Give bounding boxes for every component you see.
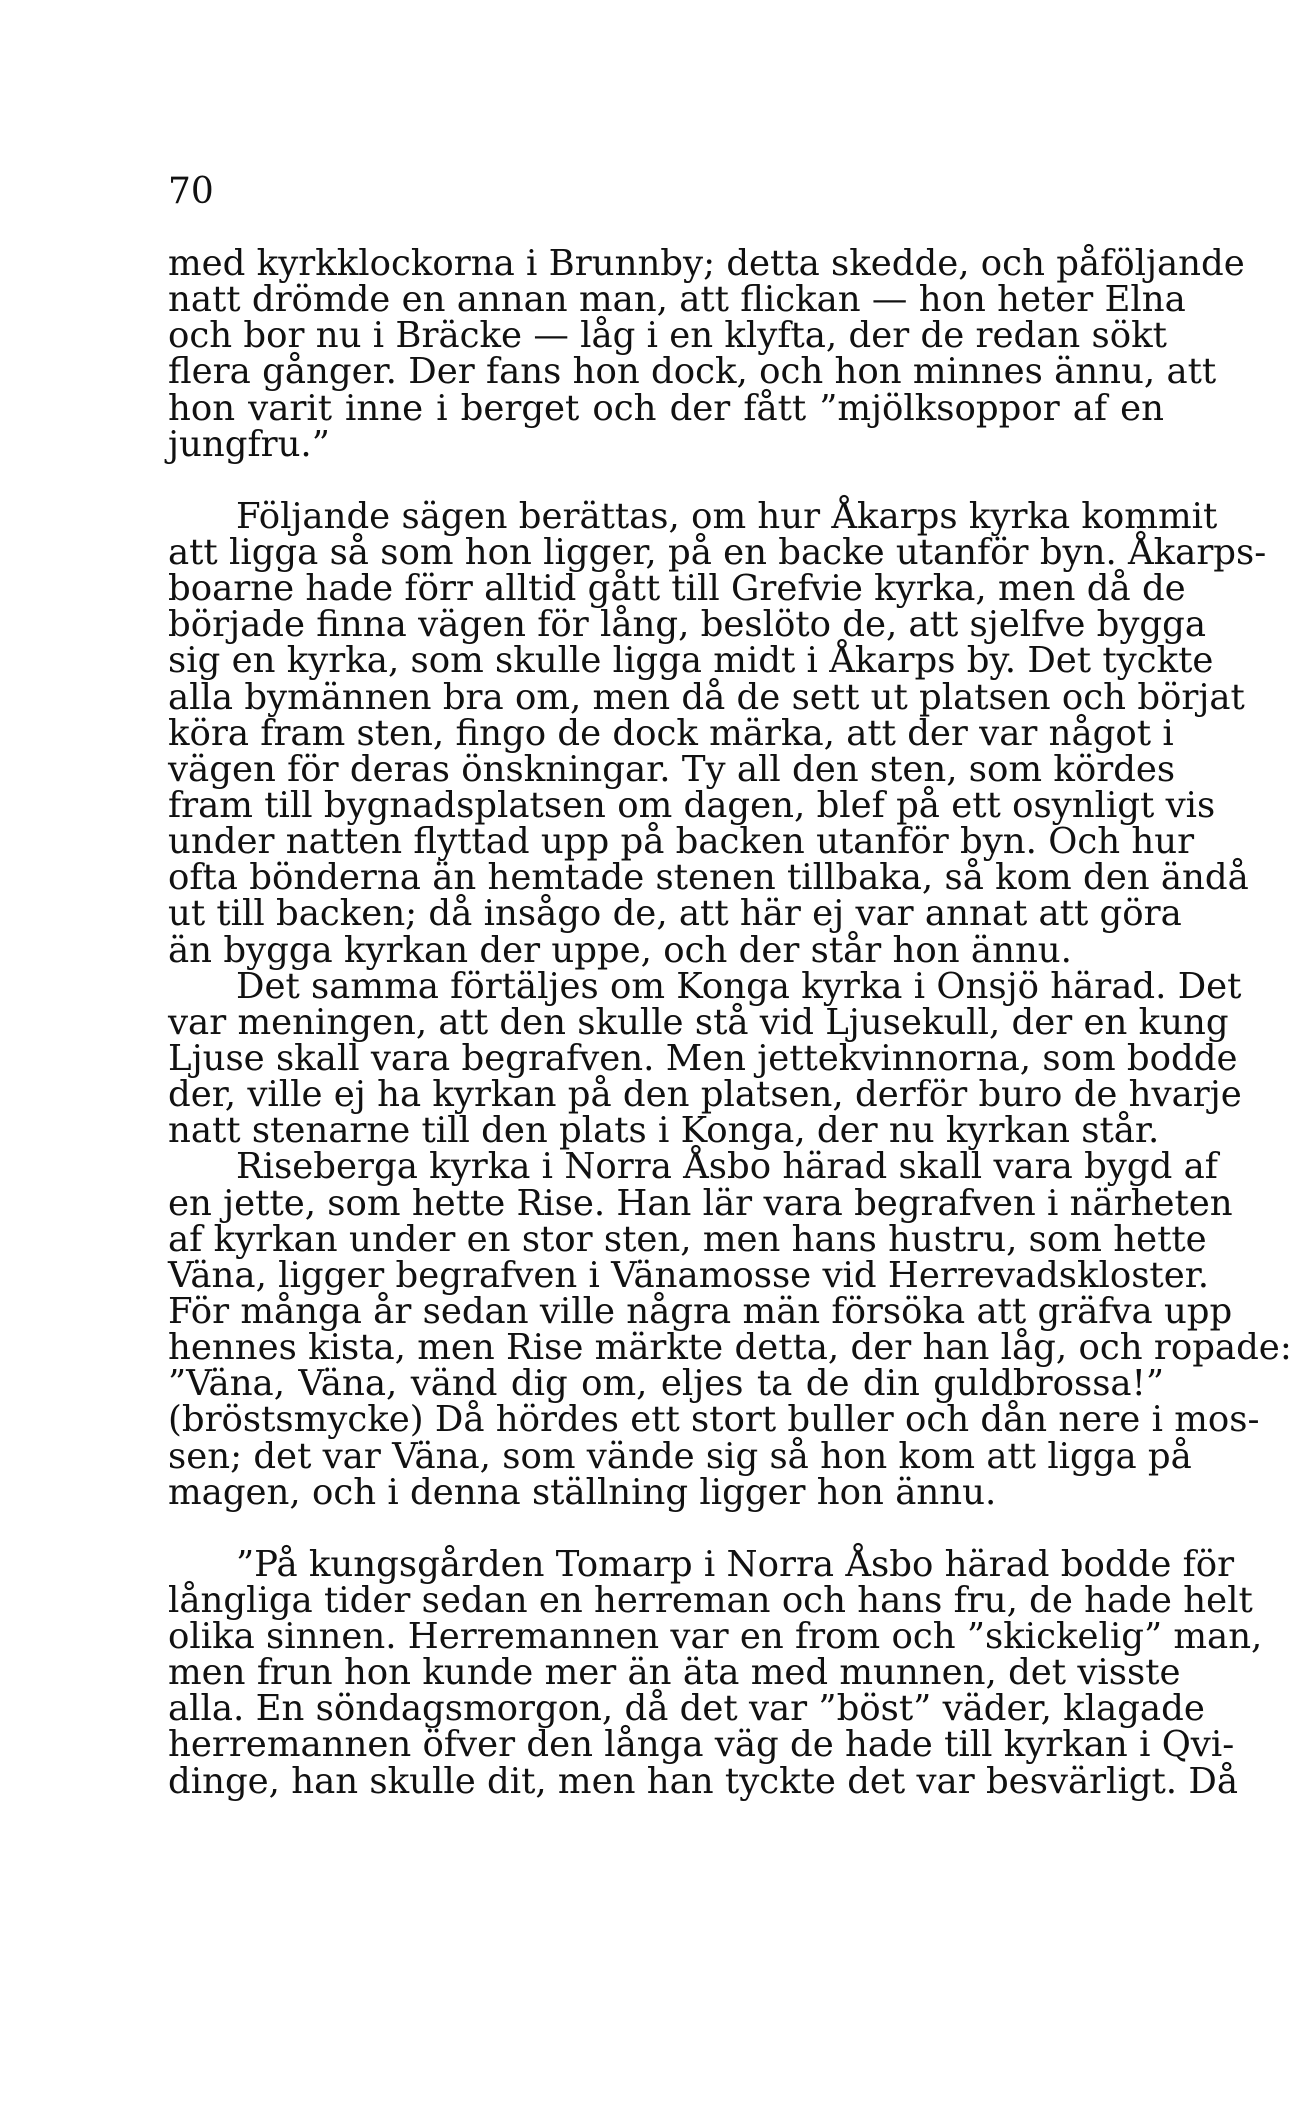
- text-line: alla bymännen bra om, men då de sett ut platsen och börjat: [168, 676, 1245, 718]
- text-line: köra fram sten, fingo de dock märka, att der var något i: [168, 712, 1174, 754]
- text-line: För många år sedan ville några män försöka att gräfva upp: [168, 1290, 1233, 1332]
- text-line: att ligga så som hon ligger, på en backe utanför byn. Åkarps-: [168, 531, 1267, 573]
- text-line: dinge, han skulle dit, men han tyckte det var besvärligt. Då: [168, 1760, 1238, 1802]
- text-line: Följande sägen berättas, om hur Åkarps kyrka kommit: [236, 495, 1218, 537]
- text-line: jungfru.”: [168, 423, 330, 465]
- text-line: hennes kista, men Rise märkte detta, der han låg, och ropade:: [168, 1327, 1292, 1369]
- paragraph-5: [168, 1543, 1263, 1802]
- text-line: en jette, som hette Rise. Han lär vara begrafven i närheten: [168, 1182, 1233, 1224]
- text-line: natt drömde en annan man, att flickan — hon heter Elna: [168, 279, 1186, 321]
- text-line: ut till backen; då insågo de, att här ej var annat att göra: [168, 893, 1182, 935]
- text-line: herremannen öfver den långa väg de hade till kyrkan i Qvi-: [168, 1724, 1235, 1766]
- paragraph-2: [168, 495, 1267, 971]
- text-line: ofta bönderna än hemtade stenen tillbaka, så kom den ändå: [168, 857, 1249, 899]
- page-number: 70: [168, 171, 214, 212]
- text-line: men frun hon kunde mer än äta med munnen, det visste: [168, 1652, 1181, 1694]
- text-line: magen, och i denna ställning ligger hon ännu.: [168, 1471, 997, 1513]
- text-line: der, ville ej ha kyrkan på den platsen, derför buro de hvarje: [168, 1074, 1242, 1116]
- text-line: under natten flyttad upp på backen utanför byn. Och hur: [168, 821, 1195, 863]
- text-line: (bröstsmycke) Då hördes ett stort buller och dån nere i mos-: [168, 1399, 1260, 1441]
- text-line: Det samma förtäljes om Konga kyrka i Onsjö härad. Det: [236, 965, 1242, 1007]
- paragraph-3: [168, 965, 1242, 1152]
- text-line: fram till bygnadsplatsen om dagen, blef på ett osynligt vis: [168, 784, 1216, 826]
- text-line: Väna, ligger begrafven i Vänamosse vid Herrevadskloster.: [168, 1254, 1210, 1296]
- text-line: vägen för deras önskningar. Ty all den sten, som kördes: [168, 748, 1176, 790]
- text-line: sen; det var Väna, som vände sig så hon kom att ligga på: [168, 1435, 1192, 1477]
- text-line: sig en kyrka, som skulle ligga midt i Åkarps by. Det tyckte: [168, 640, 1214, 682]
- text-line: natt stenarne till den plats i Konga, der nu kyrkan står.: [168, 1110, 1160, 1152]
- text-line: började finna vägen för lång, beslöto de, att sjelfve bygga: [168, 604, 1207, 646]
- paragraph-gap: [168, 1511, 1164, 1547]
- text-line: ”På kungsgården Tomarp i Norra Åsbo härad bodde för: [236, 1543, 1235, 1585]
- text-line: var meningen, att den skulle stå vid Ljusekull, der en kung: [168, 1001, 1229, 1043]
- text-line: långliga tider sedan en herreman och hans fru, de hade helt: [168, 1579, 1253, 1621]
- paragraph-gap: [168, 463, 1164, 499]
- page-text: [168, 243, 1292, 1802]
- text-line: än bygga kyrkan der uppe, och der står hon ännu.: [168, 929, 1072, 971]
- text-line: flera gånger. Der fans hon dock, och hon minnes ännu, att: [168, 351, 1217, 393]
- text-line: Ljuse skall vara begrafven. Men jettekvinnorna, som bodde: [168, 1037, 1238, 1079]
- text-line: hon varit inne i berget och der fått ”mjölksoppor af en: [168, 387, 1164, 429]
- text-line: af kyrkan under en stor sten, men hans hustru, som hette: [168, 1218, 1207, 1260]
- paragraph-4: [168, 1146, 1292, 1513]
- text-line: och bor nu i Bräcke — låg i en klyfta, der de redan sökt: [168, 315, 1167, 357]
- text-line: olika sinnen. Herremannen var en from och ”skickelig” man,: [168, 1616, 1263, 1658]
- text-line: ”Väna, Väna, vänd dig om, eljes ta de din guldbrossa!”: [168, 1363, 1164, 1405]
- text-line: Riseberga kyrka i Norra Åsbo härad skall vara bygd af: [236, 1146, 1218, 1188]
- text-line: alla. En söndagsmorgon, då det var ”böst” väder, klagade: [168, 1688, 1205, 1730]
- text-line: med kyrkklockorna i Brunnby; detta skedde, och påföljande: [168, 243, 1245, 284]
- text-line: boarne hade förr alltid gått till Grefvie kyrka, men då de: [168, 568, 1186, 610]
- paragraph-1: [168, 243, 1245, 465]
